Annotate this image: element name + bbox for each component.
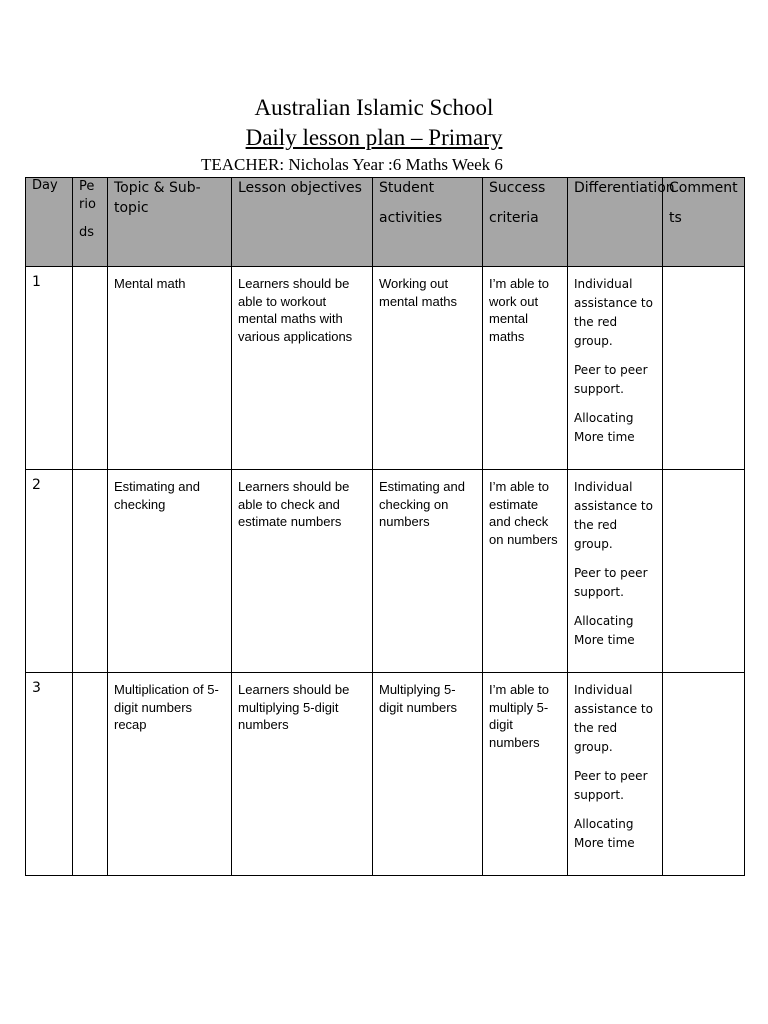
cell-topic: Estimating and checking — [108, 470, 232, 673]
diff-item: Peer to peer support. — [574, 363, 648, 396]
teacher-line: TEACHER: Nicholas Year :6 Maths Week 6 — [201, 155, 503, 174]
diff-item: Individual assistance to the red group. — [574, 277, 653, 348]
plan-title — [0, 124, 748, 152]
cell-topic: Mental math — [108, 267, 232, 470]
col-header-day: Day — [26, 178, 73, 267]
table-row — [26, 673, 745, 876]
col-header-success: Success criteria — [483, 178, 568, 267]
diff-item: Allocating More time — [574, 817, 635, 850]
diff-item: Allocating More time — [574, 614, 635, 647]
cell-differentiation — [568, 470, 663, 673]
col-header-periods: Pe rio ds — [73, 178, 108, 267]
header-row — [26, 178, 745, 267]
cell-activities: Working out mental maths — [373, 267, 483, 470]
col-header-objectives: Lesson objectives — [232, 178, 373, 267]
cell-objectives: Learners should be able to check and estimate numbers — [232, 470, 373, 673]
cell-objectives: Learners should be able to workout mental maths with various applications — [232, 267, 373, 470]
lesson-plan-table — [25, 177, 745, 876]
col-header-comments: Comment ts — [663, 178, 745, 267]
table-row — [26, 470, 745, 673]
cell-success: I’m able to estimate and check on numbers — [483, 470, 568, 673]
cell-objectives: Learners should be multiplying 5-digit numbers — [232, 673, 373, 876]
cell-activities: Multiplying 5-digit numbers — [373, 673, 483, 876]
cell-success: I’m able to work out mental maths — [483, 267, 568, 470]
cell-comments — [663, 470, 745, 673]
cell-topic: Multiplication of 5-digit numbers recap — [108, 673, 232, 876]
school-title: Australian Islamic School — [254, 95, 494, 120]
diff-item: Individual assistance to the red group. — [574, 683, 653, 754]
cell-periods — [73, 673, 108, 876]
cell-activities: Estimating and checking on numbers — [373, 470, 483, 673]
cell-comments — [663, 267, 745, 470]
cell-day: 1 — [26, 267, 73, 470]
plan-title-text: Daily lesson plan – Primary — [245, 125, 503, 150]
diff-item: Allocating More time — [574, 411, 635, 444]
cell-day: 2 — [26, 470, 73, 673]
cell-success: I’m able to multiply 5-digit numbers — [483, 673, 568, 876]
cell-day: 3 — [26, 673, 73, 876]
table-row — [26, 267, 745, 470]
cell-differentiation — [568, 673, 663, 876]
diff-item: Peer to peer support. — [574, 769, 648, 802]
cell-comments — [663, 673, 745, 876]
cell-differentiation — [568, 267, 663, 470]
diff-item: Individual assistance to the red group. — [574, 480, 653, 551]
col-header-topic: Topic & Sub-topic — [108, 178, 232, 267]
col-header-activities: Student activities — [373, 178, 483, 267]
cell-periods — [73, 267, 108, 470]
col-header-differentiation: Differentiation — [568, 178, 663, 267]
cell-periods — [73, 470, 108, 673]
diff-item: Peer to peer support. — [574, 566, 648, 599]
